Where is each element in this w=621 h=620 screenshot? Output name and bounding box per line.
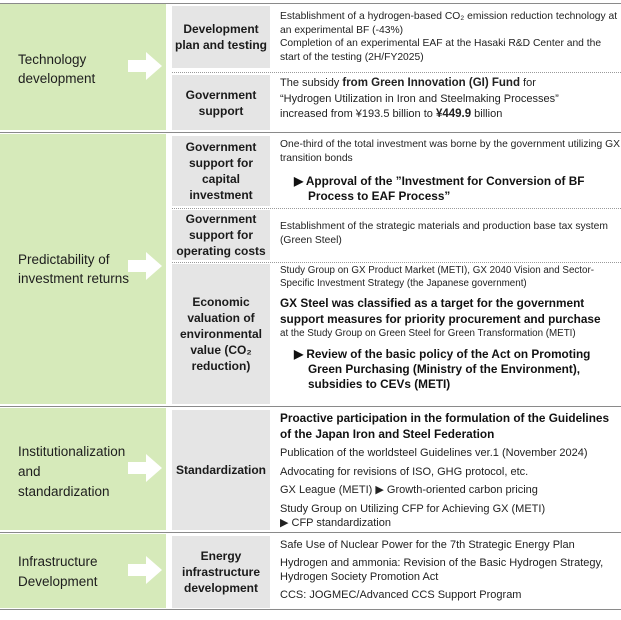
content-government-support xyxy=(280,76,620,123)
content-energy-infrastructure xyxy=(280,538,620,602)
bottom-rule xyxy=(0,609,621,610)
section-label: Institutionalization and standardization xyxy=(18,444,126,499)
sub-economic-valuation: Economic valuation of environmental value (CO₂ reduction) xyxy=(172,264,270,404)
content-line: Establishment of the strategic materials and production base tax system (Green Steel) xyxy=(280,221,608,246)
content-bold-line: Proactive participation in the formulation of the Guidelines of the Japan Iron and Steel Federation xyxy=(280,411,610,441)
section-label: Technology development xyxy=(18,52,96,86)
content-line: Hydrogen and ammonia: Revision of the Basic Hydrogen Strategy, Hydrogen Society Promotion Act xyxy=(280,556,604,583)
content-bold-line: GX Steel was classified as a target for the government support measures for priority procurement and purchase xyxy=(280,296,601,326)
row-divider xyxy=(172,208,621,209)
section-predictability xyxy=(0,134,166,404)
content-development-plan xyxy=(280,10,620,64)
section-label: Infrastructure Development xyxy=(18,554,98,589)
section-rule xyxy=(0,532,621,533)
content-line: at the Study Group on Green Steel for Green Transformation (METI) xyxy=(280,328,576,339)
sub-development-plan: Development plan and testing xyxy=(172,6,270,68)
sub-energy-infrastructure: Energy infrastructure development xyxy=(172,536,270,608)
content-line: Advocating for revisions of ISO, GHG protocol, etc. xyxy=(280,465,529,478)
sub-standardization: Standardization xyxy=(172,410,270,530)
section-infrastructure xyxy=(0,534,166,608)
section-rule xyxy=(0,132,621,133)
sub-capital-investment: Government support for capital investment xyxy=(172,136,270,206)
section-rule xyxy=(0,406,621,407)
arrow-right-icon xyxy=(128,52,162,80)
section-technology-development xyxy=(0,4,166,130)
content-economic-valuation xyxy=(280,264,620,392)
content-line: Completion of an experimental EAF at the Hasaki R&D Center and the start of the testing (2H/FY2025) xyxy=(280,38,602,63)
content-line: The subsidy from Green Innovation (GI) Fund for xyxy=(280,77,536,89)
row-divider xyxy=(172,262,621,263)
content-operating-costs xyxy=(280,220,620,247)
arrow-right-icon xyxy=(128,556,162,584)
content-line: Publication of the worldsteel Guidelines ver.1 (November 2024) xyxy=(280,447,588,459)
content-capital-investment xyxy=(280,138,620,204)
content-arrow-line: ▶ Approval of the ”Investment for Conversion of BF Process to EAF Process” xyxy=(294,174,585,203)
sub-government-support: Government support xyxy=(172,75,270,130)
content-line: CCS: JOGMEC/Advanced CCS Support Program xyxy=(280,588,522,601)
content-standardization xyxy=(280,410,620,531)
content-line: Study Group on Utilizing CFP for Achieving GX (METI) ▶ CFP standardization xyxy=(280,502,546,529)
content-line: Establishment of a hydrogen-based CO₂ emission reduction technology at an experimental BF (-43%) xyxy=(280,11,618,36)
content-line: One-third of the total investment was borne by the government utilizing GX transition bonds xyxy=(280,139,620,164)
row-divider xyxy=(172,72,621,73)
content-line: GX League (METI) ▶ Growth-oriented carbon pricing xyxy=(280,484,538,496)
content-line: “Hydrogen Utilization in Iron and Steelmaking Processes” xyxy=(280,92,559,105)
section-institutionalization xyxy=(0,408,166,530)
arrow-right-icon xyxy=(128,252,162,280)
sub-operating-costs: Government support for operating costs xyxy=(172,210,270,260)
arrow-right-icon xyxy=(128,454,162,482)
content-line: Study Group on GX Product Market (METI), GX 2040 Vision and Sector-Specific Investment Strategy (the Japanese government) xyxy=(280,265,595,289)
content-line: Safe Use of Nuclear Power for the 7th Strategic Energy Plan xyxy=(280,539,575,551)
content-arrow-line: ▶ Review of the basic policy of the Act on Promoting Green Purchasing (Ministry of the Environment), subsidies to CEVs (METI) xyxy=(294,346,591,391)
content-line: increased from ¥193.5 billion to ¥449.9 billion xyxy=(280,108,503,120)
section-label: Predictability of investment returns xyxy=(18,252,130,286)
